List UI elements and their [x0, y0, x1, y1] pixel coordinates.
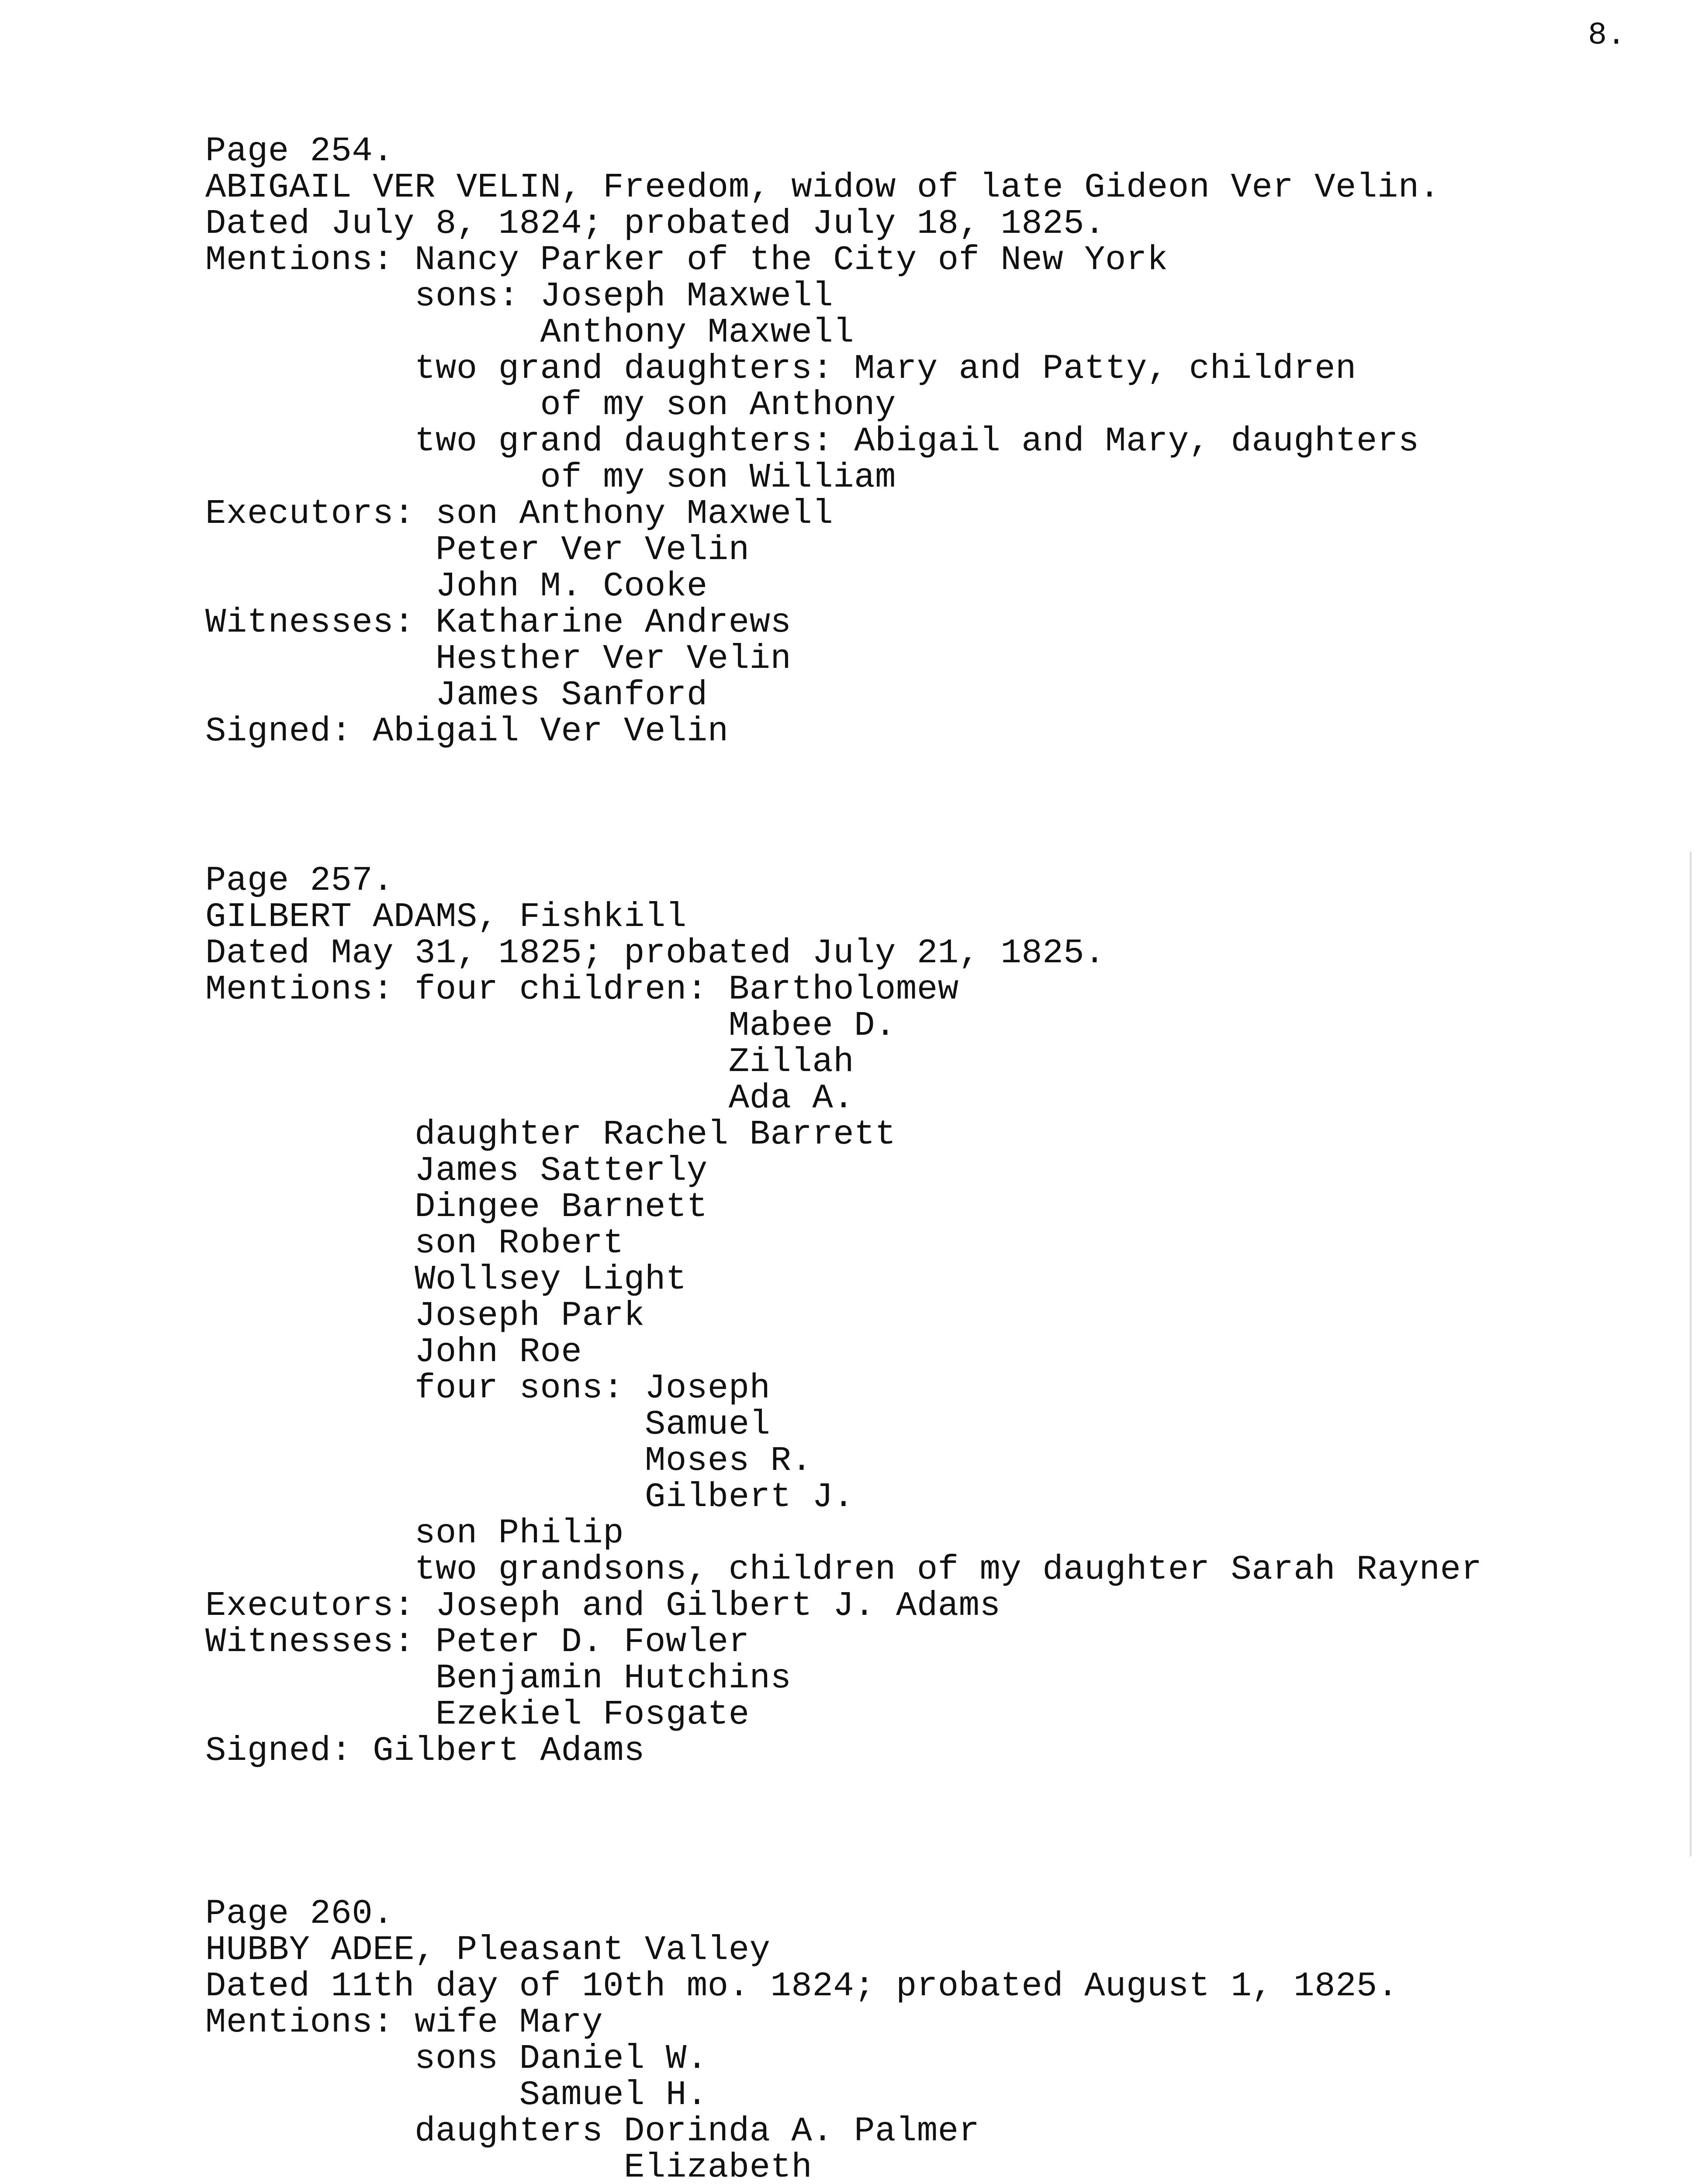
entry-line: Mentions: four children: Bartholomew	[205, 970, 959, 1009]
page-number: 8.	[1588, 17, 1626, 53]
entry-line: GILBERT ADAMS, Fishkill	[205, 897, 687, 936]
entry-line: daughter Rachel Barrett	[205, 1115, 896, 1154]
will-entry	[205, 863, 1482, 1769]
entry-line: sons: Joseph Maxwell	[205, 276, 834, 316]
entry-line: Witnesses: Katharine Andrews	[205, 603, 792, 642]
entry-line: Executors: son Anthony Maxwell	[205, 494, 834, 533]
page-reference: Page 260.	[205, 1894, 394, 1933]
entry-line: Samuel	[205, 1405, 771, 1444]
entry-line: of my son Anthony	[205, 385, 896, 425]
entry-line: Peter Ver Velin	[205, 530, 750, 570]
entry-line: daughters Dorinda A. Palmer	[205, 2111, 980, 2151]
entry-line: Gilbert J.	[205, 1477, 854, 1517]
entry-line: Benjamin Hutchins	[205, 1659, 792, 1698]
entry-line: Mentions: Nancy Parker of the City of New York	[205, 240, 1168, 280]
entry-line: ABIGAIL VER VELIN, Freedom, widow of late Gideon Ver Velin.	[205, 168, 1440, 207]
entry-line: of my son William	[205, 458, 896, 497]
entry-line: son Philip	[205, 1514, 624, 1553]
entry-line: Mabee D.	[205, 1006, 896, 1045]
entry-line: Mentions: wife Mary	[205, 2003, 603, 2042]
entry-line: four sons: Joseph	[205, 1368, 771, 1408]
entry-line: Dated 11th day of 10th mo. 1824; probated August 1, 1825.	[205, 1966, 1398, 2006]
entry-line: Ezekiel Fosgate	[205, 1695, 750, 1734]
entry-line: Signed: Abigail Ver Velin	[205, 712, 729, 751]
entry-line: son Robert	[205, 1223, 624, 1263]
will-entry	[205, 1896, 1398, 2184]
entry-line: Ada A.	[205, 1078, 854, 1118]
entry-line: Samuel H.	[205, 2075, 708, 2115]
entry-line: Anthony Maxwell	[205, 313, 854, 352]
entry-line: James Satterly	[205, 1151, 708, 1190]
entry-line: sons Daniel W.	[205, 2039, 708, 2078]
will-entry	[205, 133, 1440, 750]
page-reference: Page 257.	[205, 861, 394, 900]
entry-line: two grand daughters: Mary and Patty, children	[205, 349, 1356, 388]
entry-line: Wollsey Light	[205, 1260, 687, 1299]
page-reference: Page 254.	[205, 131, 394, 171]
entry-line: Executors: Joseph and Gilbert J. Adams	[205, 1586, 1001, 1625]
entry-line: John M. Cooke	[205, 567, 708, 606]
entry-line: John Roe	[205, 1332, 582, 1372]
entry-line: Dated May 31, 1825; probated July 21, 1825.	[205, 933, 1106, 973]
entry-line: Elizabeth	[205, 2148, 813, 2184]
entry-line: Zillah	[205, 1042, 854, 1082]
entry-line: Witnesses: Peter D. Fowler	[205, 1622, 750, 1662]
entry-line: two grand daughters: Abigail and Mary, daughters	[205, 422, 1419, 461]
entry-line: two grandsons, children of my daughter Sarah Rayner	[205, 1550, 1482, 1589]
entry-line: James Sanford	[205, 675, 708, 715]
entry-line: Moses R.	[205, 1441, 813, 1480]
entry-line: Dated July 8, 1824; probated July 18, 1825.	[205, 204, 1106, 243]
entry-line: Joseph Park	[205, 1296, 645, 1335]
entry-line: HUBBY ADEE, Pleasant Valley	[205, 1930, 771, 1970]
entry-line: Signed: Gilbert Adams	[205, 1731, 645, 1770]
entry-line: Dingee Barnett	[205, 1187, 708, 1227]
scan-edge-mark	[1690, 852, 1692, 1856]
entry-line: Hesther Ver Velin	[205, 639, 792, 678]
